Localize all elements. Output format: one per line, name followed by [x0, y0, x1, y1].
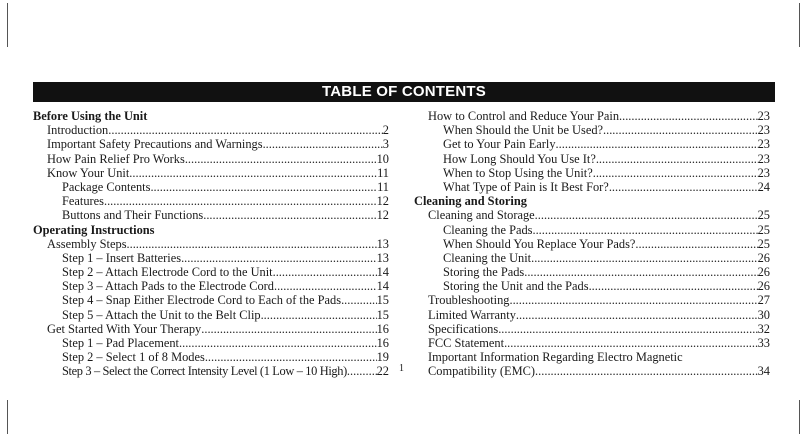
toc-entry-title: Storing the Pads	[443, 265, 525, 280]
toc-entry	[33, 166, 389, 180]
toc-entry-title: Specifications	[428, 321, 499, 336]
toc-entry	[33, 208, 389, 222]
toc-entry-title: Cleaning the Unit	[443, 250, 532, 265]
toc-dot-leader	[535, 364, 758, 378]
toc-entry-title: Important Safety Precautions and Warnings	[47, 137, 263, 152]
toc-entry-page: 15	[376, 307, 389, 322]
toc-entry-title: Introduction	[47, 123, 109, 138]
toc-dot-leader	[273, 265, 377, 279]
toc-entry	[33, 364, 389, 378]
toc-dot-leader	[261, 308, 377, 322]
toc-entry-page: 13	[376, 250, 389, 265]
toc-entry-title: Cleaning the Pads	[443, 222, 533, 237]
toc-entry-page: 33	[757, 336, 770, 350]
toc-entry-page: 23	[757, 165, 770, 180]
toc-entry-page: 32	[757, 321, 770, 336]
toc-entry	[414, 123, 770, 137]
toc-entry-page: 16	[376, 321, 389, 336]
toc-left-column	[33, 109, 389, 379]
toc-entry	[414, 265, 770, 279]
toc-entry	[414, 152, 770, 166]
toc-entry	[33, 180, 389, 194]
toc-entry-page: 25	[757, 208, 770, 223]
toc-dot-leader	[127, 237, 377, 251]
crop-mark-bottom-left	[7, 400, 8, 434]
toc-entry-page: 23	[757, 137, 770, 152]
toc-entry	[414, 336, 770, 350]
toc-entry-title: How Long Should You Use It?	[443, 151, 596, 166]
toc-entry	[33, 123, 389, 137]
crop-mark-bottom-right	[799, 400, 800, 434]
toc-right-column	[414, 109, 770, 379]
toc-dot-leader	[524, 265, 757, 279]
toc-entry	[414, 350, 770, 364]
toc-dot-leader	[603, 123, 758, 137]
toc-entry-title: How Pain Relief Pro Works	[47, 151, 185, 166]
toc-entry	[414, 364, 770, 378]
toc-entry	[33, 137, 389, 151]
toc-entry-page: 34	[757, 364, 770, 379]
toc-dot-leader	[179, 336, 377, 350]
toc-entry-title: FCC Statement	[428, 336, 505, 350]
toc-entry	[414, 109, 770, 123]
toc-dot-leader	[596, 152, 758, 166]
toc-dot-leader	[589, 279, 758, 293]
toc-dot-leader	[347, 364, 377, 378]
toc-entry	[33, 265, 389, 279]
toc-entry-title: Step 2 – Attach Electrode Cord to the Unit	[62, 265, 273, 280]
toc-entry-title: Know Your Unit	[47, 165, 130, 180]
toc-entry	[33, 194, 389, 208]
toc-dot-leader	[201, 322, 376, 336]
toc-title-banner: TABLE OF CONTENTS	[33, 82, 775, 102]
toc-dot-leader	[532, 223, 757, 237]
toc-entry-page: 23	[757, 109, 770, 123]
toc-entry-page: 25	[757, 236, 770, 251]
toc-dot-leader	[593, 166, 758, 180]
toc-entry-title: Assembly Steps	[47, 236, 127, 251]
toc-entry	[33, 279, 389, 293]
toc-entry-page: 23	[757, 151, 770, 166]
toc-entry	[33, 322, 389, 336]
toc-entry-title: Step 1 – Pad Placement	[62, 336, 180, 350]
toc-entry-title: Operating Instructions	[33, 222, 155, 237]
toc-entry-title: Features	[62, 194, 104, 209]
toc-entry-page: 26	[757, 265, 770, 280]
crop-mark-top-right	[799, 3, 800, 47]
toc-entry	[414, 137, 770, 151]
toc-dot-leader	[556, 137, 758, 151]
toc-entry-title: When Should the Unit be Used?	[443, 123, 604, 138]
toc-dot-leader	[609, 180, 758, 194]
toc-entry-page: 22	[376, 364, 389, 379]
toc-entry-page: 19	[376, 350, 389, 365]
toc-entry	[414, 166, 770, 180]
toc-entry-title: Step 4 – Snap Either Electrode Cord to Each of the Pads	[62, 293, 342, 308]
toc-entry	[33, 237, 389, 251]
toc-entry	[414, 208, 770, 222]
toc-entry-page: 26	[757, 279, 770, 294]
toc-dot-leader	[531, 251, 758, 265]
toc-entry-title: Buttons and Their Functions	[62, 208, 204, 223]
toc-entry-page: 26	[757, 250, 770, 265]
toc-entry-page: 12	[376, 194, 389, 209]
toc-dot-leader	[635, 237, 757, 251]
toc-entry-page: 12	[376, 208, 389, 223]
toc-section-heading	[414, 194, 770, 208]
toc-entry-title: Cleaning and Storage	[428, 208, 535, 223]
toc-dot-leader	[181, 251, 377, 265]
toc-dot-leader	[516, 308, 758, 322]
toc-entry	[33, 308, 389, 322]
toc-entry-title: Get to Your Pain Early	[443, 137, 556, 152]
toc-entry	[414, 308, 770, 322]
toc-entry-title: Package Contents	[62, 179, 151, 194]
toc-entry	[33, 350, 389, 364]
toc-dot-leader	[129, 166, 377, 180]
toc-entry-title: Limited Warranty	[428, 307, 516, 322]
toc-dot-leader	[104, 194, 377, 208]
toc-entry-page: 30	[757, 307, 770, 322]
toc-entry-title: Compatibility (EMC)	[428, 364, 536, 379]
toc-entry-page: 2	[382, 123, 389, 138]
toc-entry-title: What Type of Pain is It Best For?	[443, 179, 609, 194]
toc-entry-title: Troubleshooting	[428, 293, 510, 308]
toc-dot-leader	[504, 336, 758, 350]
toc-entry-page: 14	[376, 265, 389, 280]
toc-entry-title: Step 5 – Attach the Unit to the Belt Clip	[62, 307, 261, 322]
toc-entry-title: Cleaning and Storing	[414, 194, 527, 209]
toc-entry-page: 10	[376, 151, 389, 166]
toc-entry	[414, 237, 770, 251]
toc-entry	[414, 322, 770, 336]
crop-mark-top-left	[7, 3, 8, 47]
toc-entry-page: 13	[376, 236, 389, 251]
toc-entry	[33, 293, 389, 307]
toc-dot-leader	[203, 208, 376, 222]
toc-entry-page: 15	[376, 293, 389, 308]
toc-entry-title: How to Control and Reduce Your Pain	[428, 109, 620, 123]
toc-entry-title: Step 3 – Attach Pads to the Electrode Cord	[62, 279, 274, 294]
toc-entry-page: 24	[757, 179, 770, 194]
toc-entry-title: Storing the Unit and the Pads	[443, 279, 589, 294]
toc-entry-title: Before Using the Unit	[33, 109, 148, 123]
toc-entry	[33, 336, 389, 350]
toc-entry-title: Important Information Regarding Electro Magnetic	[428, 350, 683, 365]
page-number: 1	[399, 363, 404, 374]
toc-dot-leader	[263, 137, 383, 151]
toc-dot-leader	[185, 152, 377, 166]
toc-entry	[33, 251, 389, 265]
toc-section-heading	[33, 223, 389, 237]
toc-entry-page: 16	[376, 336, 389, 350]
toc-dot-leader	[205, 350, 377, 364]
toc-entry	[414, 251, 770, 265]
toc-entry-page: 27	[757, 293, 770, 308]
toc-entry-title: Step 2 – Select 1 of 8 Modes	[62, 350, 205, 365]
toc-entry-page: 11	[377, 165, 389, 180]
toc-dot-leader	[108, 123, 383, 137]
toc-dot-leader	[150, 180, 377, 194]
toc-entry-page: 3	[382, 137, 389, 152]
toc-dot-leader	[535, 208, 758, 222]
toc-dot-leader	[619, 109, 758, 123]
toc-entry-page: 23	[757, 123, 770, 138]
toc-dot-leader	[341, 293, 377, 307]
toc-entry-title: Step 1 – Insert Batteries	[62, 250, 182, 265]
toc-entry	[414, 293, 770, 307]
toc-entry	[414, 180, 770, 194]
toc-dot-leader	[274, 279, 377, 293]
toc-entry-page: 25	[757, 222, 770, 237]
toc-entry-page: 14	[376, 279, 389, 294]
toc-entry-title: When Should You Replace Your Pads?	[443, 236, 636, 251]
toc-dot-leader	[509, 293, 757, 307]
toc-entry	[414, 279, 770, 293]
toc-entry-title: Step 3 – Select the Correct Intensity Level (1 Low – 10 High)	[62, 364, 347, 379]
toc-entry	[33, 152, 389, 166]
toc-entry-title: When to Stop Using the Unit?	[443, 165, 593, 180]
toc-dot-leader	[498, 322, 757, 336]
toc-entry-title: Get Started With Your Therapy	[47, 321, 202, 336]
toc-section-heading	[33, 109, 389, 123]
toc-entry-page: 11	[377, 179, 389, 194]
toc-entry	[414, 223, 770, 237]
